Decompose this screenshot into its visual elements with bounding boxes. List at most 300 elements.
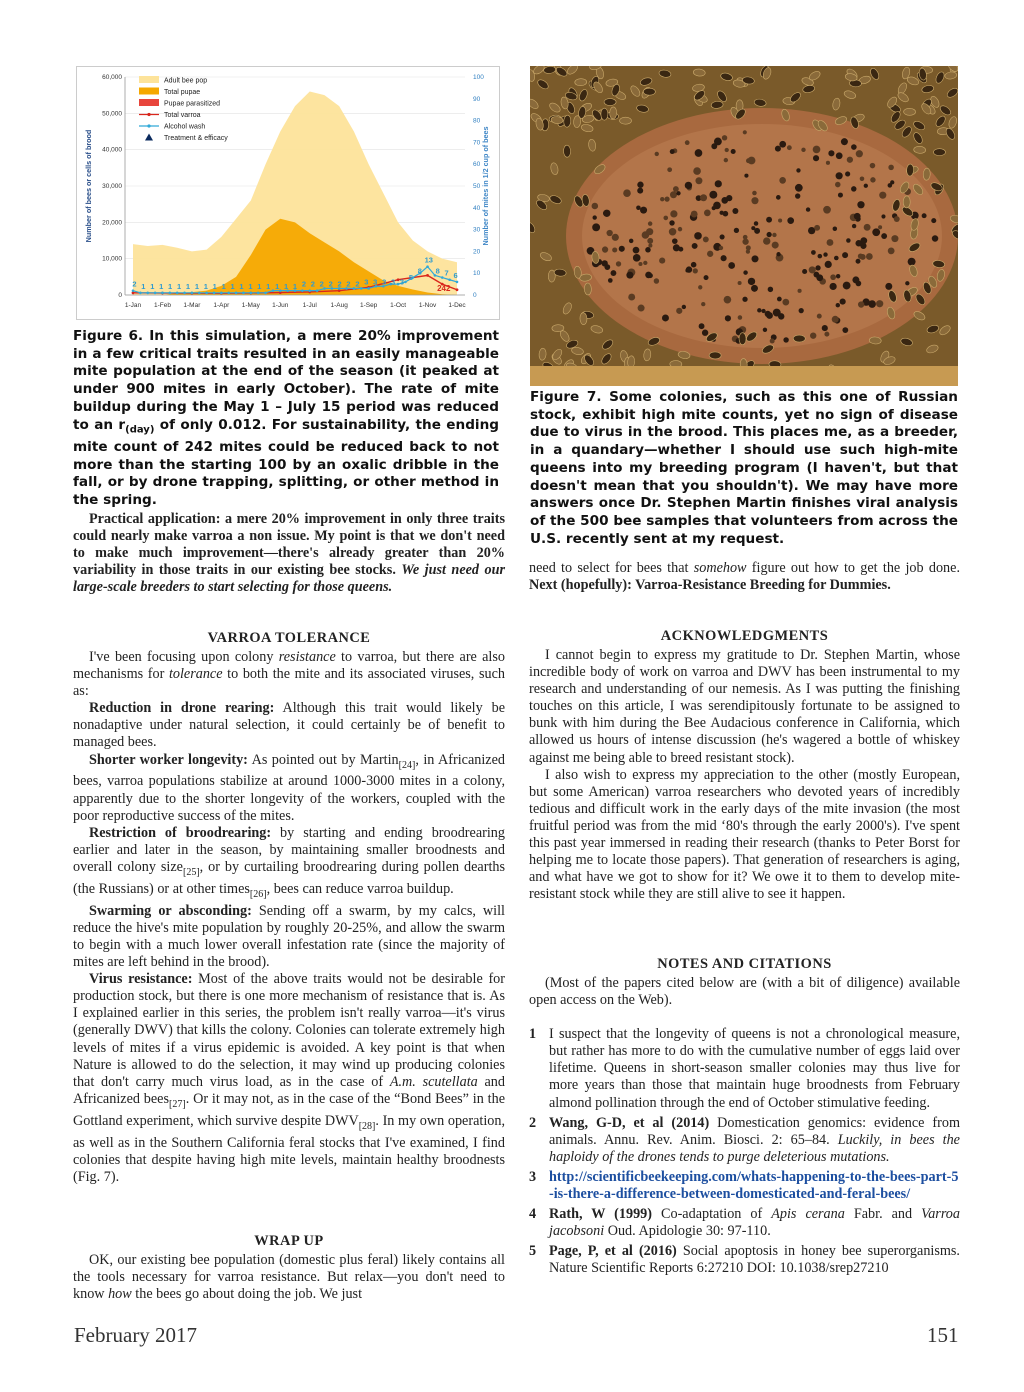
- uncapped-cell: [715, 180, 722, 187]
- alcohol-wash-label: 1: [221, 281, 226, 291]
- uncapped-cell: [783, 337, 788, 342]
- uncapped-cell: [592, 223, 600, 231]
- alcohol-wash-label: 1: [275, 281, 280, 291]
- uncapped-cell: [646, 228, 653, 235]
- y-left-tick-label: 10,000: [102, 255, 122, 263]
- alcohol-wash-label: 1: [159, 281, 164, 291]
- alcohol-wash-point: [176, 292, 179, 295]
- legend-label: Total pupae: [164, 89, 201, 96]
- uncapped-cell: [670, 210, 677, 217]
- uncapped-cell: [678, 247, 683, 252]
- uncapped-cell: [763, 328, 767, 332]
- worker-bee: [709, 352, 721, 359]
- uncapped-cell: [767, 232, 772, 237]
- citation-link[interactable]: http://scientificbeekeeping.com/whats-happening-to-the-bees-part-5-is-there-a-difference-between-domesticated-and-feral-bees/: [549, 1168, 959, 1203]
- citation-item: 4 Rath, W (1999) Co-adaptation of Apis cerana Fabr. and Varroa jacobsoni Oud. Apidologie 30: 97-110.: [529, 1206, 960, 1240]
- uncapped-cell: [719, 246, 723, 250]
- uncapped-cell: [701, 302, 705, 306]
- worker-bee: [610, 107, 617, 119]
- uncapped-cell: [852, 224, 856, 228]
- uncapped-cell: [778, 218, 782, 222]
- uncapped-cell: [870, 163, 876, 169]
- uncapped-cell: [678, 227, 682, 231]
- total-varroa-point: [426, 274, 429, 277]
- uncapped-cell: [773, 309, 781, 317]
- uncapped-cell: [638, 262, 642, 266]
- alcohol-wash-label: 1: [203, 281, 208, 291]
- uncapped-cell: [816, 274, 823, 281]
- uncapped-cell: [704, 210, 711, 217]
- uncapped-cell: [772, 233, 776, 237]
- uncapped-cell: [640, 207, 647, 214]
- uncapped-cell: [712, 206, 716, 210]
- worker-bee: [601, 108, 608, 120]
- uncapped-cell: [858, 301, 864, 307]
- legend-label: Alcohol wash: [164, 123, 206, 131]
- y-right-tick-label: 70: [473, 139, 481, 147]
- uncapped-cell: [824, 332, 829, 337]
- uncapped-cell: [626, 272, 633, 279]
- virus-resistance-paragraph: Virus resistance: Most of the above traits would not be desirable for production stock, but there is one more mechanism of resistance that is. As I explained earlier in this series, the problem isn't really varroa—it's virus (generally DWV) that kills the colony. Colonies can tolerate extremely high levels of mites if a virus epidemic is avoided. A key point is that when Nature is allowed to do the selection, it may wind up producing colonies that don't carry much virus load, as in the case of A.m. scutellata and Africanized bees$_{[27]}$. Or it may not, as in the case of the “Bond Bees” in the Gottland experiment, which survive despite $DWV_{[28]}$. In my own operation, as well as in the Southern California feral stocks that I've examined, I find colonies that despite having high mite levels, maintain healthy broodnests (Fig. 7).: [73, 971, 506, 1185]
- alcohol-wash-label: 2: [310, 279, 315, 289]
- uncapped-cell: [608, 278, 613, 283]
- notes-intro: (Most of the papers cited below are (with a bit of diligence) available open access on the Web).: [529, 975, 960, 1009]
- x-tick-label: 1-May: [241, 302, 260, 309]
- wrap-up-paragraph: OK, our existing bee population (domestic plus feral) likely contains all the tools necessary for varroa resistance. But relax—you don't need to know how the bees go about doing the job. We just: [73, 1252, 505, 1303]
- alcohol-wash-point: [161, 292, 164, 295]
- legend-swatch: [145, 134, 153, 141]
- figure-7-brood-frame-photo: [530, 66, 958, 386]
- uncapped-cell: [612, 234, 619, 241]
- alcohol-wash-label: 1: [292, 281, 298, 291]
- y-right-tick-label: 0: [473, 292, 477, 299]
- alcohol-wash-point: [213, 292, 216, 295]
- uncapped-cell: [593, 215, 597, 219]
- alcohol-wash-label: 3: [364, 277, 369, 287]
- uncapped-cell: [694, 232, 702, 240]
- uncapped-cell: [881, 233, 887, 239]
- legend-swatch: [139, 99, 159, 106]
- y-left-tick-label: 0: [118, 292, 122, 299]
- alcohol-wash-point: [250, 292, 253, 295]
- uncapped-cell: [698, 285, 702, 289]
- right-column-continuation: [529, 560, 960, 594]
- citation-item: 1 I suspect that the longevity of queens is not a chronological measure, but rather has more to do with the cumulative number of eggs laid over lifetime. Queens in short-season smaller colonies may thus live for more years than those that maintain huge broodnests from February almond pollination through the end of October stimulative feeding.: [529, 1026, 960, 1111]
- alcohol-wash-label: 2: [301, 279, 307, 289]
- uncapped-cell: [836, 152, 843, 159]
- alcohol-wash-point: [441, 276, 444, 279]
- uncapped-cell: [922, 213, 927, 218]
- uncapped-cell: [629, 239, 633, 243]
- alcohol-wash-label: 2: [355, 279, 360, 289]
- uncapped-cell: [835, 182, 841, 188]
- uncapped-cell: [888, 247, 895, 254]
- legend-label: Treatment & efficacy: [164, 135, 228, 142]
- uncapped-cell: [633, 247, 640, 254]
- alcohol-wash-label: 3: [399, 277, 405, 287]
- alcohol-wash-label: 2: [337, 279, 342, 289]
- x-tick-label: 1-Jun: [272, 302, 289, 309]
- uncapped-cell: [592, 203, 599, 210]
- uncapped-cell: [836, 274, 840, 278]
- alcohol-wash-label: 1: [141, 281, 146, 291]
- uncapped-cell: [782, 299, 789, 306]
- uncapped-cell: [752, 191, 757, 196]
- uncapped-cell: [673, 186, 679, 192]
- uncapped-cell: [648, 273, 653, 278]
- alcohol-wash-label: 5: [408, 273, 414, 283]
- uncapped-cell: [699, 323, 705, 329]
- uncapped-cell: [802, 269, 807, 274]
- uncapped-cell: [659, 258, 665, 264]
- uncapped-cell: [885, 283, 892, 290]
- uncapped-cell: [833, 227, 837, 231]
- worker-bee: [580, 313, 587, 325]
- alcohol-wash-label: 3: [382, 277, 387, 287]
- uncapped-cell: [703, 236, 709, 242]
- alcohol-wash-point: [205, 292, 208, 295]
- figure-6-caption: Figure 6. In this simulation, a mere 20% improvement in a few critical traits resulted in an easily manageable mite population at the end of the season (it peaked at under 900 mites in early October). The rate of mite buildup during the May 1 – July 15 period was reduced to an $r_{(day)}$ of only 0.012. For sustainability, the ending mite count of 242 mites could be reduced back to not more than the starting 100 by an oxalic dribble in the fall, or by drone trapping, splitting, or other method in the spring.: [73, 328, 499, 509]
- figure-7-caption-block: [530, 389, 958, 548]
- uncapped-cell: [748, 157, 756, 165]
- uncapped-cell: [751, 285, 758, 292]
- uncapped-cell: [746, 245, 751, 250]
- uncapped-cell: [843, 282, 851, 290]
- wrap-up-heading: WRAP UP: [254, 1233, 324, 1249]
- footer-date: February 2017: [74, 1323, 198, 1347]
- worker-bee: [739, 333, 746, 345]
- uncapped-cell: [888, 165, 894, 171]
- frame-bottom-bar: [530, 366, 958, 386]
- alcohol-wash-point: [227, 292, 230, 295]
- uncapped-cell: [643, 261, 647, 265]
- uncapped-cell: [866, 253, 873, 260]
- uncapped-cell: [720, 234, 725, 239]
- uncapped-cell: [787, 145, 792, 150]
- uncapped-cell: [779, 141, 786, 148]
- uncapped-cell: [704, 275, 709, 280]
- x-tick-label: 1-Dec: [448, 302, 466, 309]
- uncapped-cell: [864, 184, 868, 188]
- alcohol-wash-point: [279, 289, 282, 292]
- worker-bee: [933, 149, 945, 156]
- y-left-axis-label: Number of bees or cells of brood: [84, 129, 93, 243]
- alcohol-wash-label: 8: [435, 266, 440, 276]
- uncapped-cell: [636, 206, 640, 210]
- uncapped-cell: [830, 283, 837, 290]
- mite-simulation-chart: [77, 67, 499, 319]
- alcohol-wash-label: 3: [373, 277, 378, 287]
- x-tick-label: 1-Jan: [124, 302, 142, 309]
- uncapped-cell: [817, 314, 822, 319]
- uncapped-cell: [725, 148, 729, 152]
- alcohol-wash-point: [220, 292, 223, 295]
- alcohol-wash-label: 8: [417, 266, 422, 276]
- uncapped-cell: [731, 149, 736, 154]
- alcohol-wash-point: [257, 292, 260, 295]
- varroa-tolerance-section: [73, 630, 505, 1186]
- uncapped-cell: [645, 247, 651, 253]
- uncapped-cell: [763, 237, 770, 244]
- uncapped-cell: [748, 278, 755, 285]
- acknowledgments-paragraph-2: I also wish to express my appreciation to the other (mostly European, but some American) varroa researchers who devoted years of incredibly tedious and difficult work in the early days of the mite invasion (the most fruitful period was from the mid ‘80's through the early 2000's). I've spent this past year immersed in reading their research (thanks to Peter Borst for helping me to locate those papers). That generation of researchers is aging, and what have we got to show for it? We owe it to them to develop mite-resistant stock while they are still alive to see it happen.: [529, 766, 960, 903]
- uncapped-cell: [860, 176, 865, 181]
- uncapped-cell: [801, 148, 805, 152]
- uncapped-cell: [751, 255, 758, 262]
- uncapped-cell: [842, 327, 848, 333]
- uncapped-cell: [879, 192, 886, 199]
- y-right-tick-label: 40: [473, 204, 481, 212]
- uncapped-cell: [856, 259, 861, 264]
- uncapped-cell: [604, 264, 610, 270]
- uncapped-cell: [761, 309, 765, 313]
- x-tick-label: 1-Oct: [390, 302, 407, 309]
- uncapped-cell: [870, 177, 875, 182]
- worker-bee: [584, 283, 591, 295]
- uncapped-cell: [691, 211, 698, 218]
- alcohol-wash-label: 2: [346, 279, 351, 289]
- uncapped-cell: [775, 146, 781, 152]
- uncapped-cell: [728, 262, 735, 269]
- uncapped-cell: [851, 186, 856, 191]
- uncapped-cell: [660, 197, 664, 201]
- legend-label: Adult bee pop: [164, 77, 208, 85]
- uncapped-cell: [602, 246, 608, 252]
- alcohol-wash-point: [183, 292, 186, 295]
- uncapped-cell: [809, 266, 816, 273]
- alcohol-wash-label: 13: [424, 255, 433, 265]
- y-right-tick-label: 90: [473, 95, 481, 103]
- uncapped-cell: [766, 312, 773, 319]
- uncapped-cell: [822, 325, 828, 331]
- y-left-tick-label: 20,000: [102, 219, 122, 227]
- y-left-tick-label: 30,000: [102, 183, 122, 190]
- uncapped-cell: [647, 238, 653, 244]
- uncapped-cell: [682, 305, 686, 309]
- alcohol-wash-label: 1: [239, 281, 244, 291]
- uncapped-cell: [864, 224, 871, 231]
- uncapped-cell: [663, 216, 668, 221]
- uncapped-cell: [779, 177, 786, 184]
- uncapped-cell: [766, 217, 772, 223]
- alcohol-wash-point: [169, 292, 172, 295]
- legend-swatch: [147, 113, 150, 116]
- uncapped-cell: [725, 315, 731, 321]
- uncapped-cell: [754, 228, 760, 234]
- uncapped-cell: [638, 305, 645, 312]
- alcohol-wash-point: [146, 292, 149, 295]
- uncapped-cell: [670, 191, 677, 198]
- citations-list: [529, 1026, 960, 1277]
- uncapped-cell: [721, 197, 728, 204]
- uncapped-cell: [695, 149, 703, 157]
- uncapped-cell: [709, 191, 717, 199]
- alcohol-wash-point: [191, 292, 194, 295]
- uncapped-cell: [827, 239, 834, 246]
- uncapped-cell: [813, 155, 819, 161]
- y-right-tick-label: 50: [473, 183, 481, 190]
- uncapped-cell: [662, 314, 669, 321]
- uncapped-cell: [798, 289, 802, 293]
- uncapped-cell: [669, 228, 677, 236]
- uncapped-cell: [830, 274, 836, 280]
- uncapped-cell: [757, 308, 761, 312]
- uncapped-cell: [842, 252, 848, 258]
- alcohol-wash-point: [154, 292, 157, 295]
- uncapped-cell: [861, 241, 866, 246]
- uncapped-cell: [738, 315, 743, 320]
- uncapped-cell: [810, 332, 816, 338]
- uncapped-cell: [768, 287, 773, 292]
- alcohol-wash-point: [272, 289, 275, 292]
- uncapped-cell: [616, 261, 621, 266]
- uncapped-cell: [878, 225, 882, 229]
- uncapped-cell: [813, 146, 821, 154]
- uncapped-cell: [742, 239, 748, 245]
- uncapped-cell: [846, 238, 850, 242]
- uncapped-cell: [854, 213, 861, 220]
- worker-bee: [575, 78, 587, 86]
- uncapped-cell: [845, 171, 850, 176]
- uncapped-cell: [772, 242, 779, 249]
- uncapped-cell: [744, 174, 748, 178]
- uncapped-cell: [932, 235, 938, 241]
- uncapped-cell: [851, 144, 857, 150]
- practical-application: Practical application: a mere 20% improvement in only three traits could nearly make varroa a non issue. My point is that we don't need to make much improvement—there's already greater than 20% variability in those traits in our existing bee stocks. We just need our large-scale breeders to start selecting for those queens.: [73, 511, 505, 596]
- uncapped-cell: [823, 206, 831, 214]
- worker-longevity-paragraph: Shorter worker longevity: As pointed out by Martin$_{[24]}$, in Africanized bees, varroa populations stabilize at around 1000-3000 mites in a colony, apparently due to the shorter longevity of the workers, coupled with the poor reproductive success of the mites.: [73, 751, 505, 824]
- worker-bee: [906, 164, 914, 176]
- notes-heading: NOTES AND CITATIONS: [657, 956, 832, 972]
- legend-swatch: [139, 88, 159, 95]
- citation-item: 2 Wang, G-D, et al (2014) Domestication genomics: evidence from animals. Annu. Rev. Anim. Biosci. 2: 65–84. Luckily, in bees the haploidy of the drones tends to purge deleterious mutations.: [529, 1114, 960, 1165]
- uncapped-cell: [908, 258, 916, 266]
- uncapped-cell: [676, 308, 682, 314]
- worker-bee: [604, 99, 616, 106]
- uncapped-cell: [852, 276, 859, 283]
- uncapped-cell: [881, 214, 885, 218]
- swarming-paragraph: Swarming or absconding: Sending off a swarm, by my calcs, will reduce the hive's mite population by roughly 20-25%, and allow the swarm to begin with a much lower overall infestation rate (since the majority of mites are left behind in the brood).: [73, 902, 506, 971]
- uncapped-cell: [806, 207, 810, 211]
- total-varroa-point: [456, 288, 459, 291]
- uncapped-cell: [847, 157, 853, 163]
- uncapped-cell: [742, 297, 747, 302]
- legend-label: Total varroa: [164, 112, 201, 119]
- x-tick-label: 1-Sep: [359, 302, 378, 309]
- alcohol-wash-point: [360, 287, 363, 290]
- uncapped-cell: [670, 149, 675, 154]
- uncapped-cell: [811, 250, 816, 255]
- uncapped-cell: [667, 167, 672, 172]
- uncapped-cell: [623, 189, 631, 197]
- uncapped-cell: [836, 303, 840, 307]
- varroa-tolerance-heading: VARROA TOLERANCE: [207, 630, 371, 646]
- uncapped-cell: [888, 183, 893, 188]
- uncapped-cell: [836, 172, 843, 179]
- x-tick-label: 1-Mar: [183, 302, 201, 309]
- alcohol-wash-point: [456, 281, 459, 284]
- alcohol-wash-point: [404, 281, 407, 284]
- uncapped-cell: [857, 201, 864, 208]
- alcohol-wash-label: 1: [212, 281, 217, 291]
- worker-bee: [793, 335, 805, 342]
- legend-swatch: [147, 124, 150, 127]
- uncapped-cell: [685, 140, 690, 145]
- uncapped-cell: [743, 130, 747, 134]
- acknowledgments-paragraph-1: I cannot begin to express my gratitude to Dr. Stephen Martin, whose incredible body of work on varroa and DWV has been instrumental to my research and understanding of our nemesis. As I was putting the finishing touches on this article, I was serendipitously fortunate to be assigned to bunk with him during the Bee Audacious conference in California, which allowed us hours of intense discussion (he's wagered a bottle of whiskey against me being able to breed resistant stock).: [529, 647, 960, 766]
- uncapped-cell: [612, 247, 617, 252]
- uncapped-cell: [931, 218, 936, 223]
- uncapped-cell: [672, 238, 678, 244]
- uncapped-cell: [721, 255, 727, 261]
- uncapped-cell: [724, 296, 732, 304]
- tolerance-intro: I've been focusing upon colony resistance to varroa, but there are also mechanisms for tolerance to both the mite and its associated viruses, such as:: [73, 649, 505, 700]
- uncapped-cell: [815, 265, 820, 270]
- worker-bee: [563, 145, 570, 157]
- uncapped-cell: [799, 308, 804, 313]
- ending-mite-count-label: 242: [437, 284, 451, 293]
- uncapped-cell: [686, 266, 692, 272]
- uncapped-cell: [720, 211, 724, 215]
- alcohol-wash-label: 1: [176, 281, 182, 291]
- uncapped-cell: [700, 194, 707, 201]
- uncapped-cell: [685, 182, 692, 189]
- alcohol-wash-label: 1: [266, 281, 271, 291]
- x-tick-label: 1-Jul: [302, 302, 317, 309]
- uncapped-cell: [633, 254, 641, 262]
- uncapped-cell: [692, 243, 698, 249]
- uncapped-cell: [876, 300, 883, 307]
- acknowledgments-section: [529, 628, 960, 903]
- uncapped-cell: [691, 262, 697, 268]
- alcohol-wash-point: [264, 292, 267, 295]
- uncapped-cell: [826, 161, 830, 165]
- alcohol-wash-label: 2: [328, 279, 333, 289]
- uncapped-cell: [832, 316, 839, 323]
- uncapped-cell: [693, 268, 698, 273]
- x-tick-label: 1-Nov: [418, 302, 437, 309]
- uncapped-cell: [894, 216, 900, 222]
- uncapped-cell: [743, 235, 748, 240]
- uncapped-cell: [603, 211, 608, 216]
- figure-6-caption-block: [73, 328, 499, 510]
- uncapped-cell: [654, 278, 659, 283]
- alcohol-wash-label: 1: [194, 281, 199, 291]
- legend-label: Pupae parasitized: [164, 100, 221, 108]
- alcohol-wash-label: 1: [248, 281, 253, 291]
- y-right-tick-label: 60: [473, 161, 481, 169]
- continuation-paragraph: need to select for bees that somehow figure out how to get the job done. Next (hopefully): Varroa-Resistance Breeding for Dummies.: [529, 560, 960, 594]
- uncapped-cell: [872, 228, 880, 236]
- uncapped-cell: [754, 221, 759, 226]
- uncapped-cell: [856, 150, 863, 157]
- uncapped-cell: [787, 217, 794, 224]
- alcohol-wash-label: 7: [444, 268, 449, 278]
- uncapped-cell: [711, 143, 717, 149]
- uncapped-cell: [825, 261, 832, 268]
- uncapped-cell: [841, 138, 848, 145]
- alcohol-wash-label: 6: [453, 270, 458, 280]
- y-right-tick-label: 10: [473, 270, 481, 278]
- alcohol-wash-label: 1: [168, 281, 173, 291]
- alcohol-wash-label: 2: [132, 279, 137, 289]
- alcohol-wash-point: [448, 278, 451, 281]
- uncapped-cell: [818, 254, 823, 259]
- uncapped-cell: [724, 158, 728, 162]
- alcohol-wash-label: 1: [150, 281, 155, 291]
- uncapped-cell: [840, 299, 846, 305]
- uncapped-cell: [814, 225, 820, 231]
